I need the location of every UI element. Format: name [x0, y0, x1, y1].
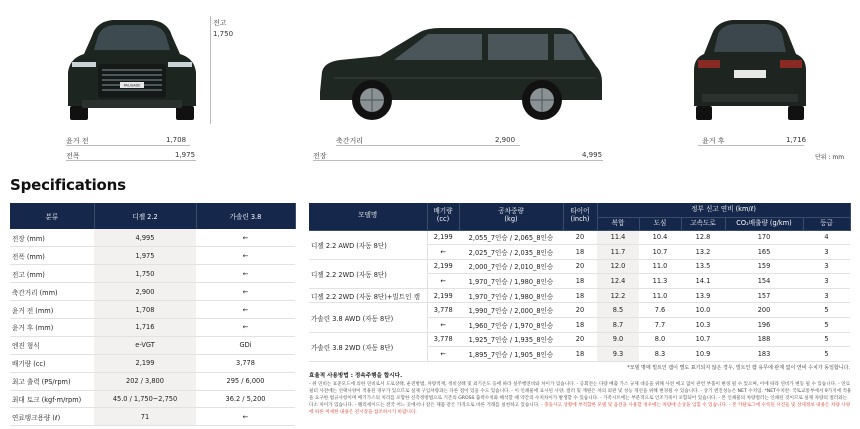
spec-table-body [10, 229, 295, 426]
usage-notes [309, 373, 852, 417]
table-cell: 5 [803, 303, 850, 318]
model-name: 디젤 2.2 2WD (자동 8단) [309, 259, 427, 288]
table-cell: 12.0 [597, 259, 639, 274]
table-row [309, 230, 850, 245]
rear-track-label: 윤거 후 [702, 137, 725, 145]
table-cell: 9.3 [597, 347, 639, 362]
table-row [10, 283, 295, 301]
wheelbase-value: 2,900 [495, 136, 516, 144]
table-cell: 20 [563, 332, 597, 347]
notes-warning: - 충돌사고 상황에 부적합한 모델 및 옵션을 사용할 경우에는 차량에 손상을 입힐 수 있습니다. - 본 카탈로그에 수록된 사진들 및 상세정보 내용은 차량 사양에 따른 미세한 내용은 전시장을 참조하시기 바랍니다. [309, 403, 851, 416]
table-row [10, 265, 295, 283]
table-row [10, 318, 295, 336]
table-cell: 12.4 [597, 274, 639, 289]
table-cell: 5 [803, 347, 850, 362]
spec-table-header [10, 203, 295, 229]
table-cell: 11.3 [639, 274, 681, 289]
front-track-label: 윤거 전 [66, 137, 89, 145]
header-model: 모델명 [309, 203, 427, 230]
table-cell: 10.3 [681, 318, 725, 333]
table-cell: ← [196, 247, 295, 265]
table-cell: 3 [803, 288, 850, 303]
fuel-efficiency-table [309, 203, 851, 362]
table-cell: 2,199 [427, 230, 459, 245]
table-cell: ← [196, 318, 295, 336]
table-cell: e-VGT [94, 336, 196, 354]
table-cell: 8.3 [639, 347, 681, 362]
table-cell: 9.0 [597, 332, 639, 347]
spec-row-label: 최고 출력 (PS/rpm) [10, 372, 94, 390]
dimension-diagram [0, 0, 860, 170]
table-cell: 14.1 [681, 274, 725, 289]
table-cell: 1,895_7인승 / 1,905_8인승 [459, 347, 563, 362]
table-cell: 12.2 [597, 288, 639, 303]
length-value: 4,995 [582, 151, 603, 159]
page-title: Specifications [10, 176, 126, 194]
spec-row-label: 엔진 형식 [10, 336, 94, 354]
table-cell: 3,778 [427, 303, 459, 318]
header-grade: 등급 [803, 217, 850, 230]
table-cell: 18 [563, 274, 597, 289]
table-cell: 20 [563, 259, 597, 274]
table-cell: 12.8 [681, 230, 725, 245]
header-tire: 타이어 (inch) [563, 203, 597, 230]
table-cell: 295 / 6,000 [196, 372, 295, 390]
table-cell: 1,716 [94, 318, 196, 336]
wheelbase-label: 축간거리 [336, 137, 364, 145]
table-cell: 1,990_7인승 / 2,000_8인승 [459, 303, 563, 318]
table-cell: 2,199 [427, 288, 459, 303]
side-view-car-image [310, 20, 610, 125]
model-name: 디젤 2.2 AWD (자동 8단) [309, 230, 427, 259]
table-cell: 20 [563, 303, 597, 318]
spec-table [10, 203, 296, 426]
table-cell: 20 [563, 230, 597, 245]
table-cell: 3 [803, 245, 850, 260]
table-cell: 3,778 [196, 354, 295, 372]
spec-row-label: 배기량 (cc) [10, 354, 94, 372]
table-cell: 2,199 [427, 259, 459, 274]
table-cell: ← [427, 318, 459, 333]
table-cell: 11.7 [597, 245, 639, 260]
table-cell: 1,970_7인승 / 1,980_8인승 [459, 288, 563, 303]
table-cell: 10.7 [639, 245, 681, 260]
table-cell: 159 [725, 259, 803, 274]
table-cell: 11.0 [639, 259, 681, 274]
spec-row-label: 윤거 전 (mm) [10, 301, 94, 319]
table-cell: 183 [725, 347, 803, 362]
spec-row-label: 연료탱크용량 (ℓ) [10, 408, 94, 426]
table-cell: 154 [725, 274, 803, 289]
width-label: 전폭 [66, 152, 80, 160]
fuel-table-body [309, 230, 850, 361]
height-guide-line [210, 16, 211, 124]
spec-header-gasoline: 가솔린 3.8 [196, 203, 295, 229]
table-cell: 36.2 / 5,200 [196, 390, 295, 408]
spec-row-label: 윤거 후 (mm) [10, 318, 94, 336]
spec-header-category: 분류 [10, 203, 94, 229]
spec-row-label: 전장 (mm) [10, 229, 94, 247]
front-view-car-image [62, 14, 202, 124]
length-label: 전장 [313, 152, 327, 160]
header-highway: 고속도로 [681, 217, 725, 230]
table-row [10, 229, 295, 247]
table-cell: 10.7 [681, 332, 725, 347]
table-cell: 8.7 [597, 318, 639, 333]
width-line [66, 160, 196, 161]
spec-row-label: 축간거리 (mm) [10, 283, 94, 301]
rear-view-car-image [690, 14, 810, 124]
table-cell: ← [196, 265, 295, 283]
notes-title: 효율적 사용방법 : 정속주행을 합시다. [309, 373, 403, 379]
header-efficiency: 정부 신고 연비 (km/ℓ) [597, 203, 850, 217]
table-cell: 188 [725, 332, 803, 347]
header-city: 도심 [639, 217, 681, 230]
table-cell: 2,055_7인승 / 2,065_8인승 [459, 230, 563, 245]
table-cell: 10.0 [681, 303, 725, 318]
table-cell: 13.5 [681, 259, 725, 274]
table-cell: 1,925_7인승 / 1,935_8인승 [459, 332, 563, 347]
table-row [309, 288, 850, 303]
table-row [309, 303, 850, 318]
height-value: 1,750 [213, 30, 234, 38]
table-cell: 7.7 [639, 318, 681, 333]
table-cell: 3 [803, 259, 850, 274]
header-curb-weight: 공차중량 (kg) [459, 203, 563, 230]
table-cell: 8.0 [639, 332, 681, 347]
table-cell: 1,970_7인승 / 1,980_8인승 [459, 274, 563, 289]
table-cell: 5 [803, 318, 850, 333]
spec-row-label: 최대 토크 (kgf·m/rpm) [10, 390, 94, 408]
length-line [313, 160, 603, 161]
height-label: 전고 [213, 19, 227, 27]
table-cell: 170 [725, 230, 803, 245]
model-name: 가솔린 3.8 2WD (자동 8단) [309, 332, 427, 361]
table-cell: 5 [803, 332, 850, 347]
table-cell: 4,995 [94, 229, 196, 247]
table-row [10, 408, 295, 426]
table-cell: 11.4 [597, 230, 639, 245]
width-value: 1,975 [175, 151, 196, 159]
table-cell: 71 [94, 408, 196, 426]
table-row [10, 301, 295, 319]
table-cell: 202 / 3,800 [94, 372, 196, 390]
table-cell: 2,000_7인승 / 2,010_8인승 [459, 259, 563, 274]
front-track-value: 1,708 [166, 136, 187, 144]
table-cell: 2,900 [94, 283, 196, 301]
table-row [309, 332, 850, 347]
table-cell: 1,750 [94, 265, 196, 283]
table-cell: 2,199 [94, 354, 196, 372]
table-cell: 3,778 [427, 332, 459, 347]
header-co2: CO₂배출량 (g/km) [725, 217, 803, 230]
table-row [309, 259, 850, 274]
unit-note: 단위 : mm [815, 154, 845, 161]
table-row [10, 372, 295, 390]
table-cell: 157 [725, 288, 803, 303]
table-cell: 2,025_7인승 / 2,035_8인승 [459, 245, 563, 260]
table-cell: ← [427, 274, 459, 289]
table-cell: 18 [563, 245, 597, 260]
table-cell: ← [196, 301, 295, 319]
table-cell: ← [196, 229, 295, 247]
table-cell: 11.0 [639, 288, 681, 303]
table-cell: ← [427, 347, 459, 362]
spec-row-label: 전폭 (mm) [10, 247, 94, 265]
table-cell: 1,708 [94, 301, 196, 319]
notes-body: - 위 연비는 표준모드에 의한 연비로서 도로상태, 운전방법, 차량적재, 정비상태 및 외기온도 등에 따라 실주행연비와 차이가 있습니다. - 공회전는 다량 배출 가스 규제 대응을 위해 사전 예고 없이 관련 부품이 변경 될 수 있으며, 이에 따라 연비가 변동 될 수 있습니다. - 연료필터 사전에는 선택사양이 적용된 경우가 있으므로 실제 구입차량과는 다른 점이 있을 수도 있습니다. - 이 인쇄물에 표시된 사양, 컬러 및 재원은 차의 외관 및 성능 개선을 위해 변경될 수 있습니다. - 상기 엔진성능은 NET 수치임. *NET수치란: 국토교통부에서 9가지에 적용을 요구한 법규사항이며 배기가스의 처리를 포함한 신측정방법으로 기존의 GROSS 출력수치와 해석할 때 약간의 수치차이가 발생할 수 있습니다. - 가족시트에는 부분적으로 인조가죽이 포함되어 있습니다. - 본 인쇄물의 차량컬러는 인쇄된 것이므로 실제 차량의 컬러와는 다소 차이가 있습니다. - 팰리세이드는 전국 어느 곳에서나 같은 제품 같은 가격으로 바른 거래를 실천하고 있습니다. [309, 382, 852, 409]
table-row [10, 336, 295, 354]
table-cell: 1,975 [94, 247, 196, 265]
table-cell: ← [427, 245, 459, 260]
table-cell: 8.5 [597, 303, 639, 318]
wheelbase-line [336, 145, 520, 146]
model-name: 디젤 2.2 2WD (자동 8단)+빌트인 캠 [309, 288, 427, 303]
header-displacement: 배기량 (cc) [427, 203, 459, 230]
header-combined: 복합 [597, 217, 639, 230]
table-cell: ← [196, 408, 295, 426]
table-cell: 18 [563, 318, 597, 333]
spec-row-label: 전고 (mm) [10, 265, 94, 283]
table-cell: 13.9 [681, 288, 725, 303]
table-cell: 13.2 [681, 245, 725, 260]
table-cell: GDi [196, 336, 295, 354]
table-cell: 200 [725, 303, 803, 318]
spec-header-diesel: 디젤 2.2 [94, 203, 196, 229]
table-cell: 10.4 [639, 230, 681, 245]
model-name: 가솔린 3.8 AWD (자동 8단) [309, 303, 427, 332]
table-cell: 10.9 [681, 347, 725, 362]
table-row [10, 390, 295, 408]
table-cell: 18 [563, 347, 597, 362]
table-cell: 18 [563, 288, 597, 303]
table-cell: 7.6 [639, 303, 681, 318]
table-cell: ← [196, 283, 295, 301]
table-cell: 45.0 / 1,750~2,750 [94, 390, 196, 408]
license-plate-text: PALISADE [123, 83, 141, 88]
table-cell: 196 [725, 318, 803, 333]
rear-track-value: 1,716 [786, 136, 807, 144]
table-row [10, 354, 295, 372]
built-in-cam-footnote: *모델 명에 빌트인 캠이 별도 표기되지 않은 경우, 빌트인 캠 유무에 관계 없이 연비 수치가 동일합니다. [627, 365, 850, 371]
table-row [10, 247, 295, 265]
table-cell: 3 [803, 274, 850, 289]
table-cell: 1,960_7인승 / 1,970_8인승 [459, 318, 563, 333]
table-cell: 165 [725, 245, 803, 260]
table-cell: 4 [803, 230, 850, 245]
